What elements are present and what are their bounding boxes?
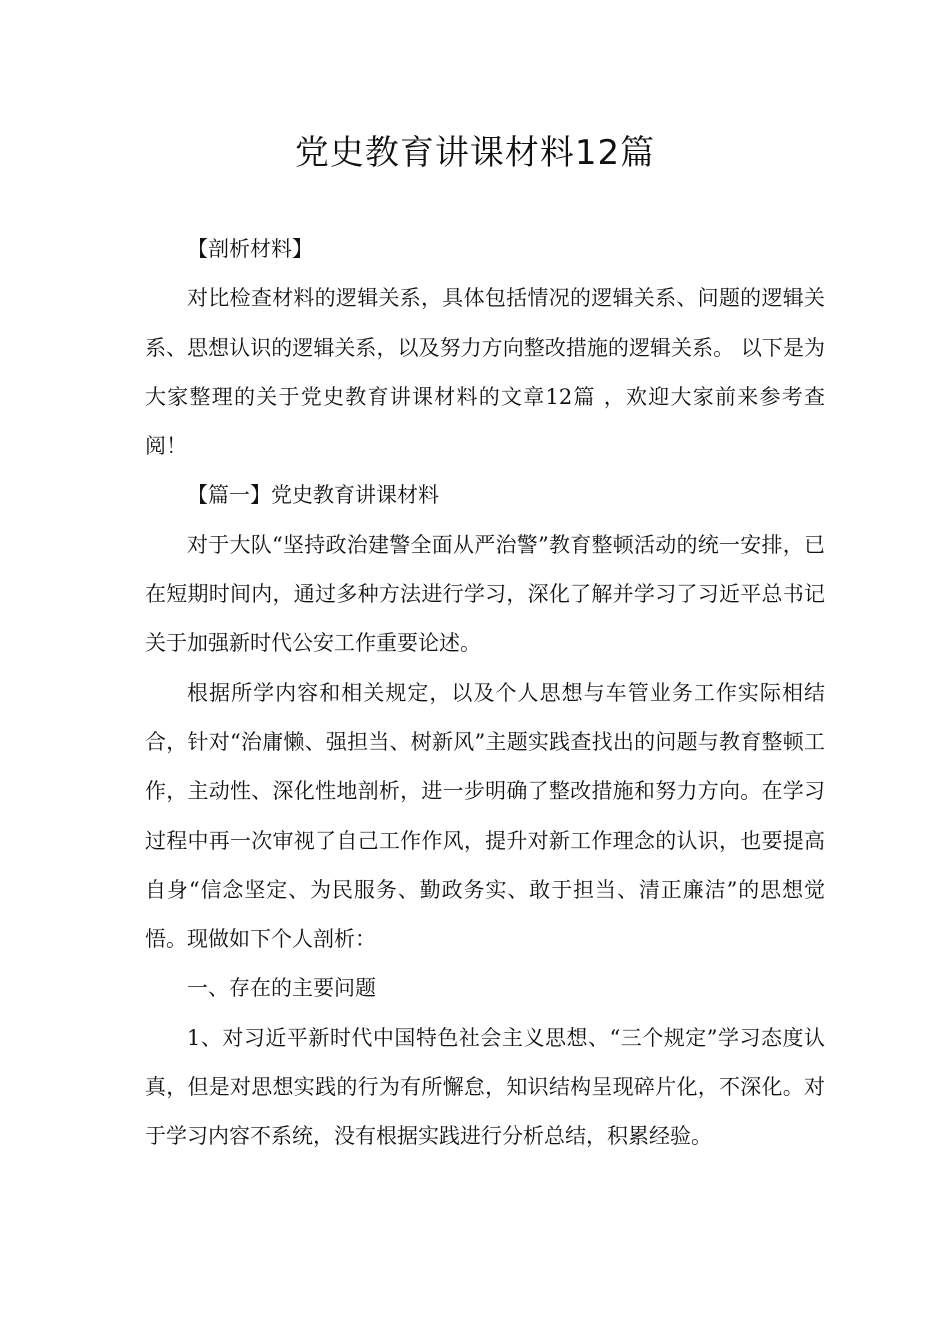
subheading-main-problems: 一、存在的主要问题 [187, 976, 376, 1001]
body-paragraph: 根据所学内容和相关规定，以及个人思想与车管业务工作实际相结合，针对“治庸懒、强担当、树新风”主题实践查找出的问题与教育整顿工作，主动性、深化性地剖析，进一步明确了整改措施和努力方向。在学习过程中再一次审视了自己工作作风，提升对新工作理念的认识，也要提高自身“信念坚定、为民服务、勤政务实、敢于担当、清正廉洁”的思想觉悟。现做如下个人剖析： [145, 680, 825, 952]
section-heading-analysis: 【剖析材料】 [187, 237, 313, 261]
intro-paragraph: 对比检查材料的逻辑关系，具体包括情况的逻辑关系、问题的逻辑关系、思想认识的逻辑关系，以及努力方向整改措施的逻辑关系。 以下是为大家整理的关于党史教育讲课材料的文章12篇 ，欢迎大家前来参考查阅！ [145, 286, 825, 459]
body-paragraph: 1、对习近平新时代中国特色社会主义思想、“三个规定”学习态度认真，但是对思想实践的行为有所懈怠，知识结构呈现碎片化，不深化。对于学习内容不系统，没有根据实践进行分析总结，积累经验。 [145, 1025, 825, 1149]
section-heading-part-one: 【篇一】党史教育讲课材料 [187, 483, 439, 508]
body-paragraph: 对于大队“坚持政治建警全面从严治警”教育整顿活动的统一安排，已在短期时间内，通过多种方法进行学习，深化了解并学习了习近平总书记关于加强新时代公安工作重要论述。 [145, 532, 825, 656]
document-body [145, 225, 825, 1162]
document-title: 党史教育讲课材料12篇 [294, 133, 656, 173]
